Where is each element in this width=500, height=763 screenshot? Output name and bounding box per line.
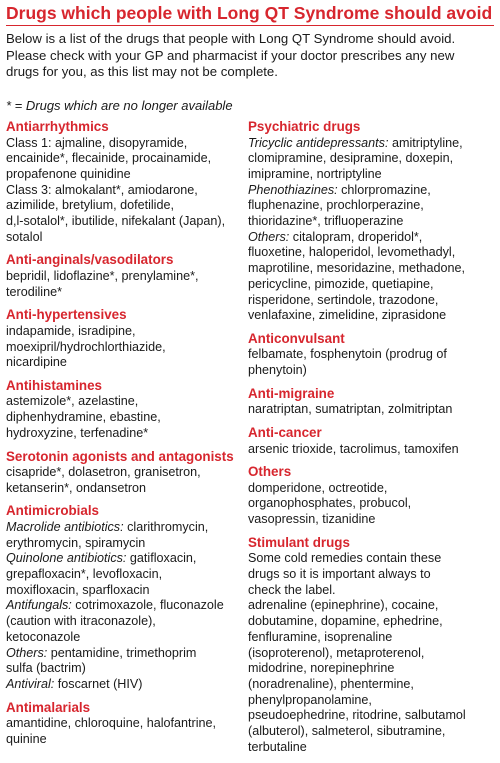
category-label: Others: <box>6 645 48 660</box>
title-divider <box>6 25 494 26</box>
drug-line: Tricyclic antidepressants: amitriptyline, <box>248 135 463 150</box>
section-heading: Anti-anginals/vasodilators <box>6 252 174 268</box>
drug-line: Antifungals: cotrimoxazole, fluconazole <box>6 598 224 613</box>
drug-line: cisapride*, dolasetron, granisetron, <box>6 465 201 480</box>
drug-line: nicardipine <box>6 355 67 370</box>
section-heading: Serotonin agonists and antagonists <box>6 448 234 464</box>
drug-line: grepafloxacin*, levofloxacin, <box>6 567 163 582</box>
right-column <box>248 119 494 763</box>
section-anticonvulsant <box>248 331 494 379</box>
drug-line: indapamide, isradipine, <box>6 323 136 338</box>
drug-line: fluoxetine, haloperidol, levomethadyl, <box>248 245 456 260</box>
drug-line: phenytoin) <box>248 363 307 378</box>
section-anti-anginals-vasodilators <box>6 252 242 300</box>
drug-line: Phenothiazines: chlorpromazine, <box>248 182 431 197</box>
section-heading: Antimalarials <box>6 699 91 715</box>
drug-line: Some cold remedies contain these <box>248 551 442 566</box>
category-label: Phenothiazines: <box>248 182 338 197</box>
section-anti-migraine <box>248 386 494 418</box>
drug-line: clomipramine, desipramine, doxepin, <box>248 151 454 166</box>
section-psychiatric-drugs <box>248 119 494 324</box>
section-heading: Anti-hypertensives <box>6 307 127 323</box>
section-others <box>248 464 494 528</box>
drug-line: Others: pentamidine, trimethoprim <box>6 645 197 660</box>
drug-line: Class 3: almokalant*, amiodarone, <box>6 182 198 197</box>
drug-line: risperidone, sertindole, trazodone, <box>248 292 439 307</box>
intro-line: drugs for you, as this list may not be complete. <box>6 64 278 80</box>
drug-line: phenylpropanolamine, <box>248 692 372 707</box>
drug-line: (noradrenaline), phentermine, <box>248 676 414 691</box>
section-heading: Stimulant drugs <box>248 534 350 550</box>
drug-line: sotalol <box>6 229 43 244</box>
drug-line: Others: citalopram, droperidol*, <box>248 229 423 244</box>
section-heading: Anticonvulsant <box>248 330 345 346</box>
drug-line: adrenaline (epinephrine), cocaine, <box>248 598 439 613</box>
drug-line: check the label. <box>248 582 336 597</box>
drug-line: erythromycin, spiramycin <box>6 535 146 550</box>
intro-line: Please check with your GP and pharmacist if your doctor prescribes any new <box>6 47 455 63</box>
drug-line: felbamate, fosphenytoin (prodrug of <box>248 347 447 362</box>
category-label: Tricyclic antidepressants: <box>248 135 389 150</box>
drug-line: sulfa (bactrim) <box>6 661 86 676</box>
section-heading: Antimicrobials <box>6 503 100 519</box>
drug-line: fenfluramine, isoprenaline <box>248 629 393 644</box>
left-column <box>6 119 242 755</box>
drug-line: encainide*, flecainide, procainamide, <box>6 151 212 166</box>
drug-line: organophosphates, probucol, <box>248 496 412 511</box>
drug-line: Quinolone antibiotics: gatifloxacin, <box>6 551 197 566</box>
section-heading: Antihistamines <box>6 377 102 393</box>
drug-line: (caution with itraconazole), <box>6 614 156 629</box>
intro-paragraph <box>6 31 488 81</box>
intro-line: Below is a list of the drugs that people with Long QT Syndrome should avoid. <box>6 31 456 46</box>
category-label: Macrolide antibiotics: <box>6 519 124 534</box>
category-label: Antifungals: <box>6 598 72 613</box>
drug-line: azimilide, bretylium, dofetilide, <box>6 198 174 213</box>
drug-line: bepridil, lidoflazine*, prenylamine*, <box>6 268 199 283</box>
drug-line: propafenone quinidine <box>6 166 131 181</box>
drug-line: Antiviral: foscarnet (HIV) <box>6 676 143 691</box>
drug-line: astemizole*, azelastine, <box>6 394 139 409</box>
drug-line: Macrolide antibiotics: clarithromycin, <box>6 519 209 534</box>
drug-line: domperidone, octreotide, <box>248 480 388 495</box>
category-label: Others: <box>248 229 290 244</box>
footnote-legend: * = Drugs which are no longer available <box>6 98 233 113</box>
section-antihistamines <box>6 378 242 442</box>
drug-line: terodiline* <box>6 284 63 299</box>
drug-line: drugs so it is important always to <box>248 567 431 582</box>
drug-line: moexipril/hydrochlorthiazide, <box>6 339 166 354</box>
section-serotonin-agonists-and-antagonists <box>6 449 242 497</box>
drug-line: venlafaxine, zimelidine, ziprasidone <box>248 308 447 323</box>
section-antiarrhythmics <box>6 119 242 245</box>
drug-line: quinine <box>6 731 47 746</box>
drug-line: arsenic trioxide, tacrolimus, tamoxifen <box>248 441 459 456</box>
section-anti-hypertensives <box>6 307 242 371</box>
page-title: Drugs which people with Long QT Syndrome should avoid <box>6 3 493 23</box>
drug-line: d,l-sotalol*, ibutilide, nifekalant (Japan), <box>6 214 226 229</box>
category-label: Quinolone antibiotics: <box>6 551 127 566</box>
drug-line: diphenhydramine, ebastine, <box>6 410 161 425</box>
drug-line: terbutaline <box>248 739 307 754</box>
section-stimulant-drugs <box>248 535 494 756</box>
drug-line: Class 1: ajmaline, disopyramide, <box>6 135 188 150</box>
drug-line: (isoproterenol), metaproterenol, <box>248 645 425 660</box>
section-anti-cancer <box>248 425 494 457</box>
section-heading: Psychiatric drugs <box>248 119 361 134</box>
section-antimicrobials <box>6 503 242 692</box>
drug-line: pericycline, pimozide, quetiapine, <box>248 276 434 291</box>
drug-line: fluphenazine, prochlorperazine, <box>248 198 424 213</box>
drug-line: (albuterol), salmeterol, sibutramine, <box>248 724 446 739</box>
drug-line: moxifloxacin, sparfloxacin <box>6 582 150 597</box>
drug-line: maprotiline, mesoridazine, methadone, <box>248 261 466 276</box>
drug-line: ketanserin*, ondansetron <box>6 480 147 495</box>
drug-line: pseudoephedrine, ritodrine, salbutamol <box>248 708 466 723</box>
drug-line: imipramine, nortriptyline <box>248 166 382 181</box>
category-label: Antiviral: <box>6 676 55 691</box>
drug-line: midodrine, norepinephrine <box>248 661 395 676</box>
drug-line: dobutamine, dopamine, ephedrine, <box>248 614 443 629</box>
drug-line: amantidine, chloroquine, halofantrine, <box>6 716 217 731</box>
drug-line: thioridazine*, trifluoperazine <box>248 214 404 229</box>
drug-line: hydroxyzine, terfenadine* <box>6 425 149 440</box>
section-heading: Others <box>248 464 292 480</box>
section-antimalarials <box>6 700 242 748</box>
section-heading: Antiarrhythmics <box>6 119 109 134</box>
section-heading: Anti-cancer <box>248 425 322 441</box>
drug-line: ketoconazole <box>6 629 81 644</box>
section-heading: Anti-migraine <box>248 385 335 401</box>
drug-line: vasopressin, tizanidine <box>248 512 376 527</box>
drug-line: naratriptan, sumatriptan, zolmitriptan <box>248 402 453 417</box>
